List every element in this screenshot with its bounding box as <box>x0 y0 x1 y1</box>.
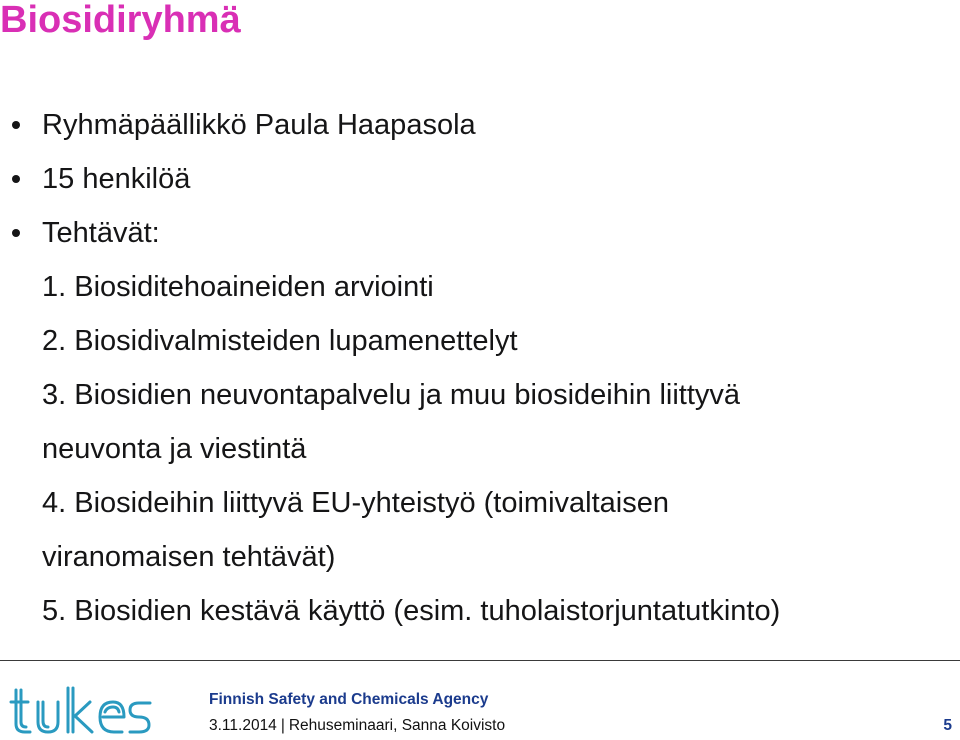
bullet-text: 15 henkilöä <box>42 163 191 195</box>
footer-event: Rehuseminaari, Sanna Koivisto <box>288 717 506 734</box>
task-line: 5. Biosidien kestävä käyttö (esim. tuholaistorjuntatutkinto) <box>42 595 781 627</box>
bullet-text: Tehtävät: <box>42 217 160 249</box>
bullet-dot-icon <box>12 229 20 237</box>
footer-meta <box>209 717 505 735</box>
bullet-item <box>42 162 190 196</box>
bullet-dot-icon <box>12 121 20 129</box>
footer-divider <box>0 660 960 661</box>
bullet-item <box>42 108 476 142</box>
task-line: viranomaisen tehtävät) <box>42 541 336 573</box>
bullet-text: Ryhmäpäällikkö Paula Haapasola <box>42 109 476 141</box>
task-line: neuvonta ja viestintä <box>42 433 307 465</box>
bullet-item <box>42 216 160 250</box>
task-line: 2. Biosidivalmisteiden lupamenettelyt <box>42 325 518 357</box>
tukes-logo <box>8 684 154 738</box>
footer-separator: | <box>280 717 285 734</box>
task-line: 1. Biosiditehoaineiden arviointi <box>42 271 434 303</box>
task-line: 4. Biosideihin liittyvä EU-yhteistyö (toimivaltaisen <box>42 487 669 519</box>
task-line: 3. Biosidien neuvontapalvelu ja muu biosideihin liittyvä <box>42 379 741 411</box>
agency-name: Finnish Safety and Chemicals Agency <box>209 691 489 708</box>
bullet-dot-icon <box>12 175 20 183</box>
page-number: 5 <box>943 717 952 734</box>
slide-title: Biosidiryhmä <box>0 0 241 41</box>
footer-date: 3.11.2014 <box>209 717 277 734</box>
